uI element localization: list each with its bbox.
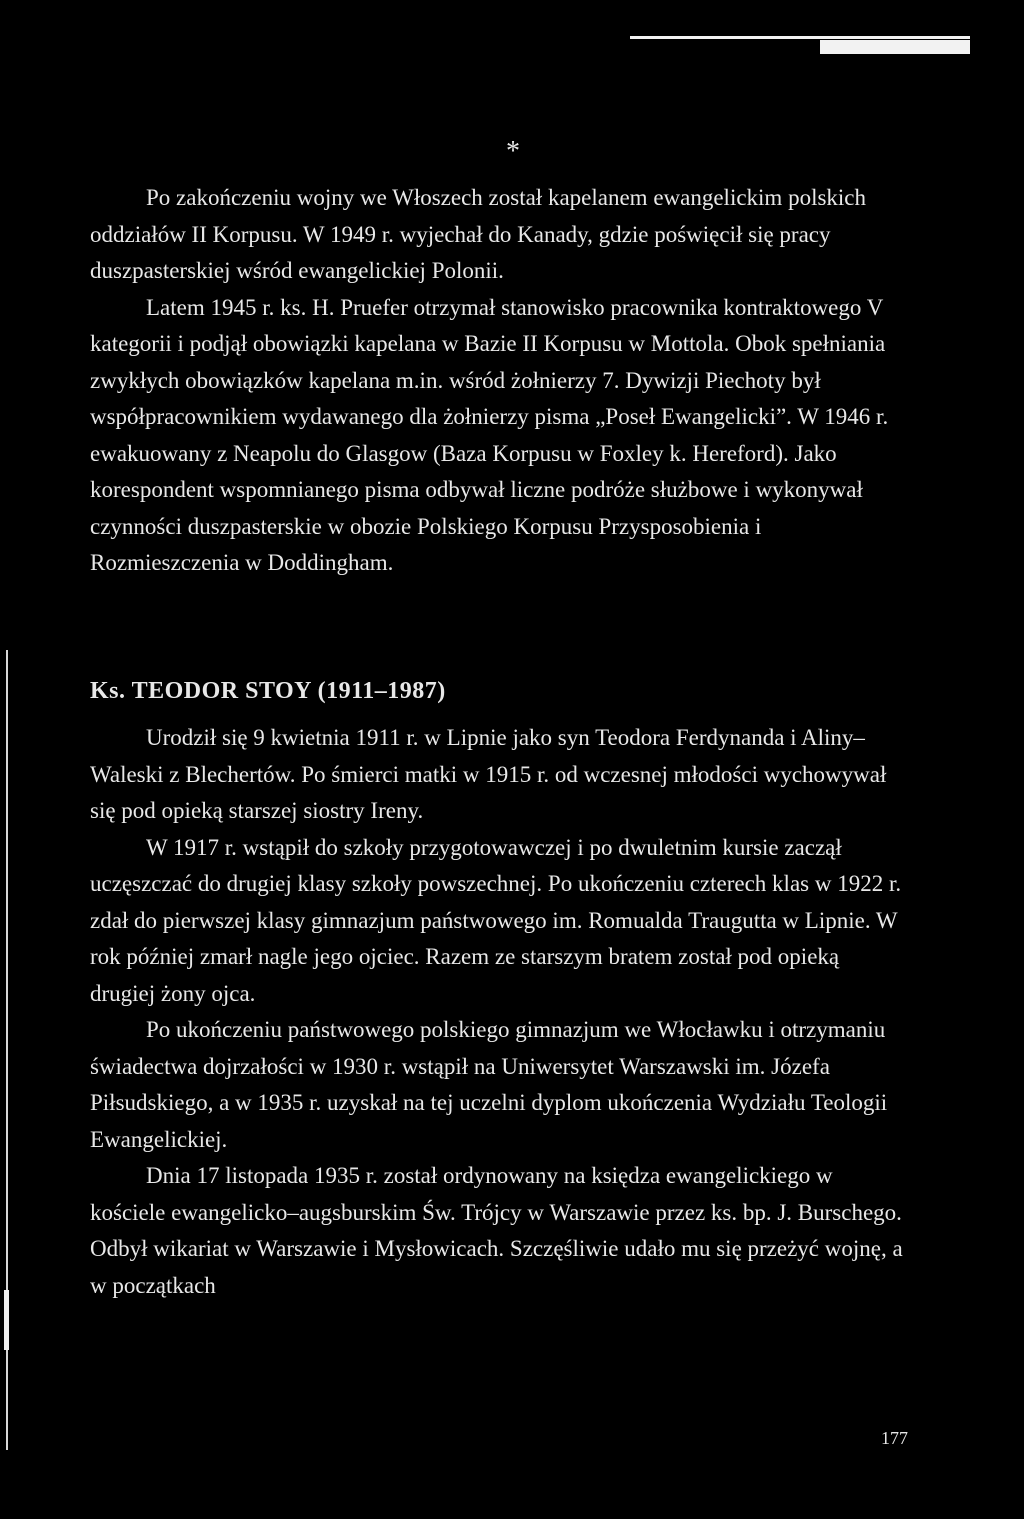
scan-edge-top-tail [820, 40, 970, 54]
section-2-body [90, 720, 908, 1304]
section-separator: * [506, 136, 520, 167]
page-number: 177 [881, 1428, 908, 1448]
paragraph: Po ukończeniu państwowego polskiego gimnazjum we Włocławku i otrzymaniu świadectwa dojrzałości w 1930 r. wstąpił na Uniwersytet Warszawski im. Józefa Piłsudskiego, a w 1935 r. uzyskał na tej uczelni dyplom ukończenia Wydziału Teologii Ewangelickiej. [90, 1017, 888, 1152]
section-heading: Ks. TEODOR STOY (1911–1987) [90, 678, 446, 704]
paragraph: W 1917 r. wstąpił do szkoły przygotowawczej i po dwuletnim kursie zaczął uczęszczać do drugiej klasy szkoły powszechnej. Po ukończeniu czterech klas w 1922 r. zdał do pierwszej klasy gimnazjum państwowego im. Romualda Traugutta w Lipnie. W rok później zmarł nagle jego ojciec. Razem ze starszym bratem został pod opieką drugiej żony ojca. [90, 834, 902, 1006]
paragraph: Po zakończeniu wojny we Włoszech został kapelanem ewangelickim polskich oddziałów II Korpusu. W 1949 r. wyjechał do Kanady, gdzie poświęcił się pracy duszpasterskiej wśród ewangelickiej Polonii. [90, 185, 867, 283]
section-1-body [90, 180, 908, 582]
scan-edge-left-mark [4, 1290, 9, 1350]
scan-edge-top [630, 36, 970, 39]
paragraph: Urodził się 9 kwietnia 1911 r. w Lipnie jako syn Teodora Ferdynanda i Aliny–Waleski z Blechertów. Po śmierci matki w 1915 r. od wczesnej młodości wychowywał się pod opieką starszej siostry Ireny. [90, 725, 887, 823]
paragraph: Dnia 17 listopada 1935 r. został ordynowany na księdza ewangelickiego w kościele ewangelicko–augsburskim Św. Trójcy w Warszawie przez ks. bp. J. Burschego. Odbył wikariat w Warszawie i Mysłowicach. Szczęśliwie udało mu się przeżyć wojnę, a w początkach [90, 1163, 903, 1298]
paragraph: Latem 1945 r. ks. H. Pruefer otrzymał stanowisko pracownika kontraktowego V kategorii i podjął obowiązki kapelana w Bazie II Korpusu w Mottola. Obok spełniania zwykłych obowiązków kapelana m.in. wśród żołnierzy 7. Dywizji Piechoty był współpracownikiem wydawanego dla żołnierzy pisma „Poseł Ewangelicki”. W 1946 r. ewakuowany z Neapolu do Glasgow (Baza Korpusu w Foxley k. Hereford). Jako korespondent wspomnianego pisma odbywał liczne podróże służbowe i wykonywał czynności duszpasterskie w obozie Polskiego Korpusu Przysposobienia i Rozmieszczenia w Doddingham. [90, 294, 889, 575]
